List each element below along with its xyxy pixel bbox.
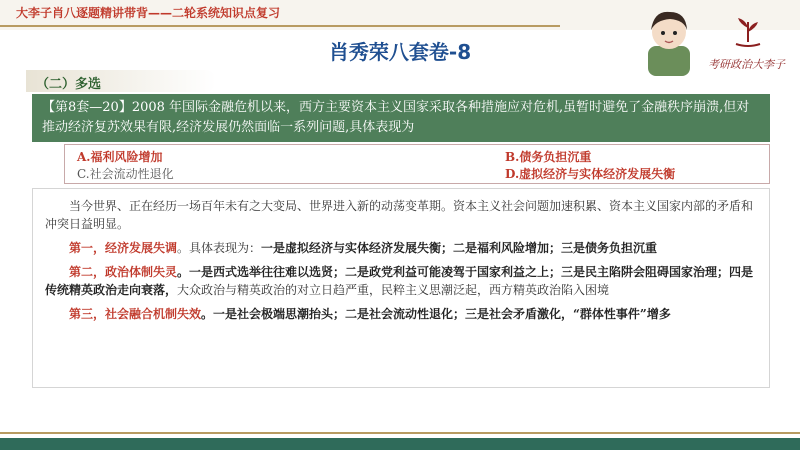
answer-explanation [32, 188, 770, 388]
page-title: 肖秀荣八套卷-8 [328, 40, 472, 64]
answer-point-1 [45, 239, 757, 257]
bottom-divider [0, 432, 800, 434]
option-d: D.虚拟经济与实体经济发展失衡 [505, 167, 676, 181]
bottom-band [0, 438, 800, 450]
point-1-body: 一是虚拟经济与实体经济发展失衡；二是福利风险增加；三是债务负担沉重 [261, 241, 658, 255]
option-b: B.债务负担沉重 [505, 150, 592, 164]
option-a: A.福利风险增加 [77, 150, 163, 164]
point-3-heading: 第三，社会融合机制失效 [69, 307, 202, 321]
point-2-heading: 第二，政治体制失灵 [69, 265, 178, 279]
top-divider [0, 25, 560, 27]
options-box [64, 144, 770, 184]
point-2-tail: 大众政治与精英政治的对立日趋严重，民粹主义思潮泛起，西方精英政治陷入困境 [177, 283, 610, 297]
point-1-mid: 。具体表现为： [177, 241, 262, 255]
question-box: 【第8套—20】2008 年国际金融危机以来，西方主要资本主义国家采取各种措施应对危机,虽暂时避免了金融秩序崩溃,但对推动经济复苏效果有限,经济发展仍然面临一系列问题,具体表现为 [32, 94, 770, 142]
point-3-body: 。一是社会极端思潮抬头；二是社会流动性退化；三是社会矛盾激化，“群体性事件”增多 [201, 307, 671, 321]
section-label: （二）多选 [36, 77, 102, 92]
answer-point-2 [45, 263, 757, 299]
logo-icon [728, 14, 768, 54]
point-2-body: 。一是西式选举往往难以选贤；二是政党利益可能凌驾于国家利益之上；三是民主陷阱会阻碍国家治理；四是传统精英政治走向衰落， [45, 265, 754, 297]
answer-point-3 [45, 305, 757, 323]
point-1-heading: 第一，经济发展失调 [69, 241, 178, 255]
section-tag [26, 70, 216, 92]
answer-intro: 当今世界、正在经历一场百年未有之大变局、世界进入新的动荡变革期。资本主义社会问题加速积累、资本主义国家内部的矛盾和冲突日益明显。 [45, 199, 754, 231]
presenter-avatar [640, 6, 698, 76]
logo-text: 考研政治大李子 [708, 58, 785, 71]
series-title: 大李子肖八逐题精讲带背——二轮系统知识点复习 [16, 6, 281, 20]
option-c: C.社会流动性退化 [77, 167, 174, 181]
